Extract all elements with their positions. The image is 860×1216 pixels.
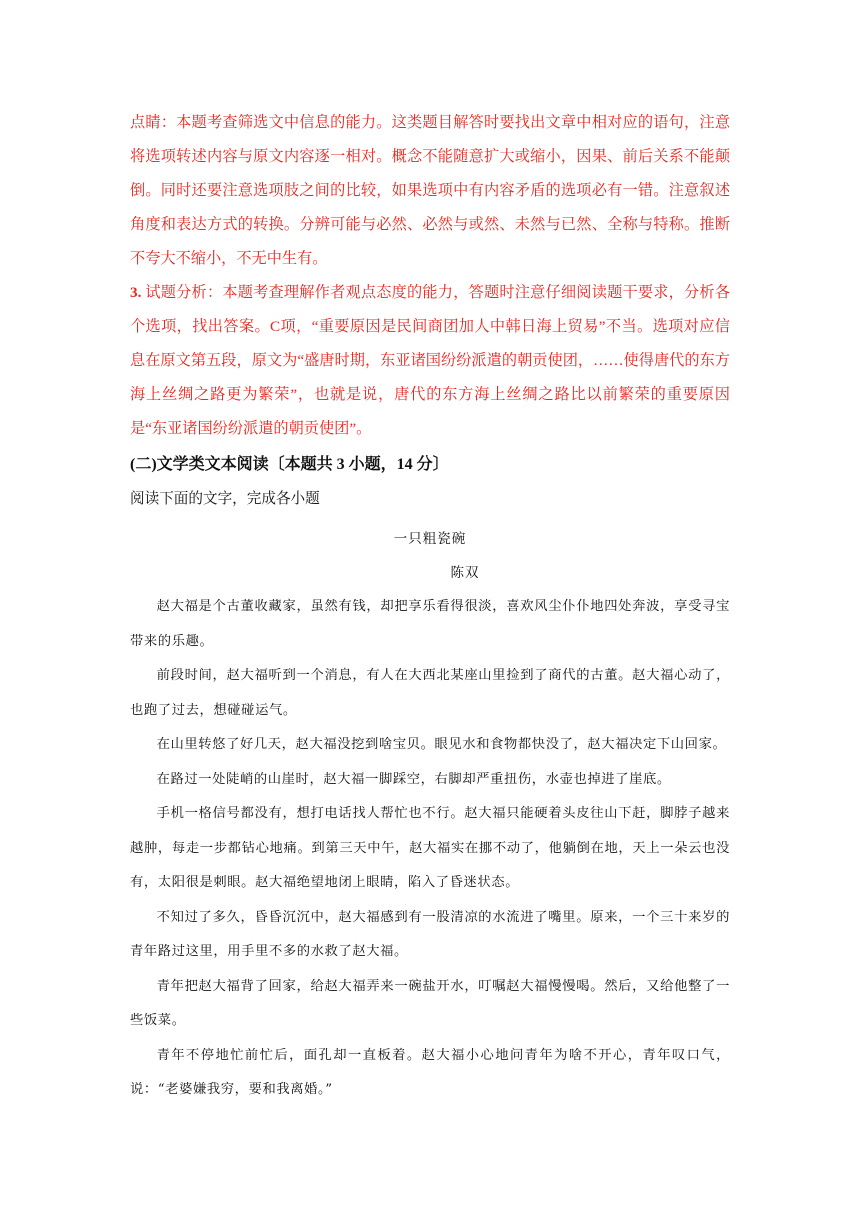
story-paragraph: 不知过了多久，昏昏沉沉中，赵大福感到有一股清凉的水流进了嘴里。原来，一个三十来岁的青年路过这里，用手里不多的水救了赵大福。 (130, 909, 730, 959)
section-instruction: 阅读下面的文字，完成各小题 (130, 490, 320, 507)
story-title: 一只粗瓷碗 (393, 531, 467, 547)
story-paragraph: 在山里转悠了好几天，赵大福没挖到啥宝贝。眼见水和食物都快没了，赵大福决定下山回家。 (156, 737, 727, 752)
story-author: 陈双 (450, 565, 480, 581)
note-paragraph (130, 106, 730, 276)
document-page (130, 106, 730, 1108)
story-paragraph: 青年不停地忙前忙后，面孔却一直板着。赵大福小心地问青年为啥不开心，青年叹口气，说：“老婆嫌我穷，要和我离婚。” (130, 1047, 730, 1097)
analysis-label: 试题分析： (145, 284, 223, 301)
story-paragraph: 手机一格信号都没有，想打电话找人帮忙也不行。赵大福只能硬着头皮往山下赶，脚脖子越来越肿，每走一步都钻心地痛。到第三天中午，赵大福实在挪不动了，他躺倒在地，天上一朵云也没有，太阳很是刺眼。赵大福绝望地闭上眼睛，陷入了昏迷状态。 (130, 806, 730, 890)
story-paragraph: 赵大福是个古董收藏家，虽然有钱，却把享乐看得很淡，喜欢风尘仆仆地四处奔波，享受寻宝带来的乐趣。 (130, 599, 730, 649)
story-paragraph: 青年把赵大福背了回家，给赵大福弄来一碗盐开水，叮嘱赵大福慢慢喝。然后，又给他整了一些饭菜。 (130, 978, 730, 1028)
analysis-text: 本题考查理解作者观点态度的能力，答题时注意仔细阅读题干要求，分析各个选项，找出答案。C项，“重要原因是民间商团加人中韩日海上贸易”不当。选项对应信息在原文第五段，原文为“盛唐时期，东亚诸国纷纷派遣的朝贡使团，……使得唐代的东方海上丝绸之路更为繁荣”，也就是说，唐代的东方海上丝绸之路比以前繁荣的重要原因是“东亚诸国纷纷派遣的朝贡使团”。 (130, 284, 731, 437)
note-text: 本题考查筛选文中信息的能力。这类题目解答时要找出文章中相对应的语句，注意将选项转述内容与原文内容逐一相对。概念不能随意扩大或缩小，因果、前后关系不能颠倒。同时还要注意选项肢之间的比较，如果选项中有内容矛盾的选项必有一错。注意叙述角度和表达方式的转换。分辨可能与必然、必然与或然、未然与已然、全称与特称。推断不夸大不缩小，不无中生有。 (130, 114, 731, 267)
analysis-number: 3. (130, 284, 146, 301)
story-paragraph: 前段时间，赵大福听到一个消息，有人在大西北某座山里捡到了商代的古董。赵大福心动了，也跑了过去，想碰碰运气。 (130, 668, 730, 718)
analysis-paragraph (130, 276, 730, 446)
story-body (130, 590, 730, 1108)
note-label: 点睛： (130, 114, 177, 131)
story-paragraph: 在路过一处陡峭的山崖时，赵大福一脚踩空，右脚却严重扭伤，水壶也掉进了崖底。 (156, 771, 671, 787)
section-title: (二)文学类文本阅读〔本题共 3 小题，14 分〕 (130, 456, 449, 473)
